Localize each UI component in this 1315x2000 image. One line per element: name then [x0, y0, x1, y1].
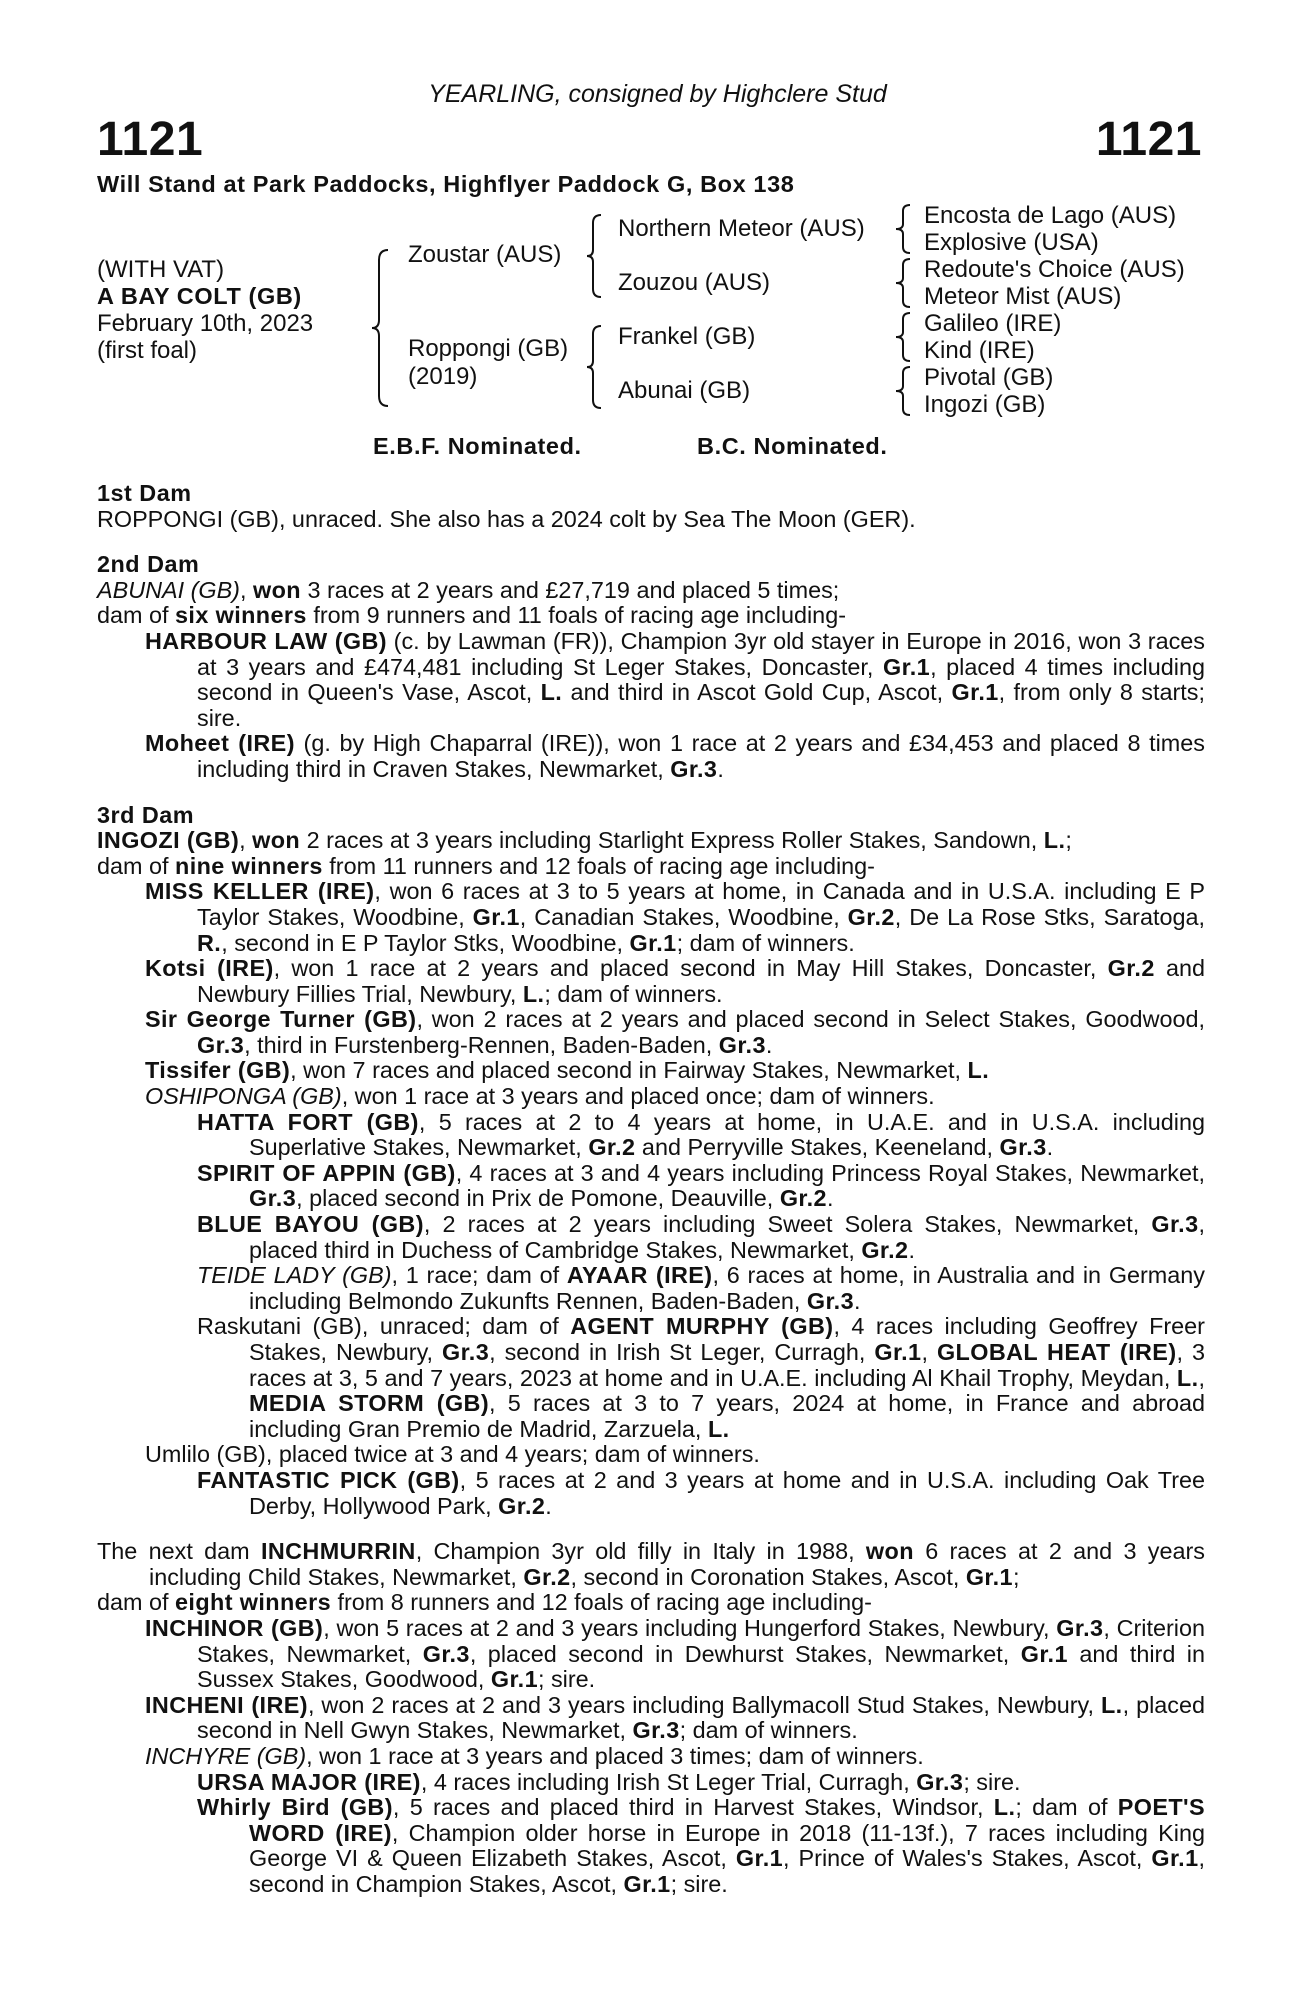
produce-miss-keller: MISS KELLER (IRE), won 6 races at 3 to 5 years at home, in Canada and in U.S.A. including E P Taylor Stakes, Woodbine, Gr.1, Canadian Stakes, Woodbine, Gr.2, De La Rose Stks, Saratoga, R., second in E P Taylor Stks, Woodbine, Gr.1; dam of winners.	[145, 878, 1206, 956]
ebf-nomination: E.B.F. Nominated.	[373, 433, 582, 459]
bc-nomination: B.C. Nominated.	[697, 433, 888, 459]
pedigree-g3-3: Redoute's Choice (AUS)	[924, 256, 1185, 283]
pedigree-g3-1: Encosta de Lago (AUS)	[924, 202, 1177, 229]
pedigree-brace-dam	[585, 324, 607, 410]
pedigree-g3-4: Meteor Mist (AUS)	[924, 283, 1122, 310]
second-dam-intro: ABUNAI (GB), won 3 races at 2 years and £27,719 and placed 5 times;	[97, 576, 840, 603]
first-dam-text: ROPPONGI (GB), unraced. She also has a 2024 colt by Sea The Moon (GER).	[97, 505, 916, 532]
produce-record	[97, 481, 1205, 1897]
pedigree-dam-dam: Abunai (GB)	[618, 377, 751, 404]
pedigree-brace-g2	[894, 257, 916, 309]
pedigree-sire-sire: Northern Meteor (AUS)	[618, 215, 865, 242]
stand-location: Will Stand at Park Paddocks, Highflyer Paddock G, Box 138	[97, 171, 795, 197]
pedigree-dam-sire: Frankel (GB)	[618, 323, 756, 350]
next-dam-intro: The next dam INCHMURRIN, Champion 3yr old filly in Italy in 1988, won 6 races at 2 and 3 years including Child Stakes, Newmarket, Gr.2, second in Coronation Stakes, Ascot, Gr.1;	[97, 1538, 1205, 1590]
foal-note: (first foal)	[97, 337, 198, 364]
produce-whirly-bird: Whirly Bird (GB), 5 races and placed third in Harvest Stakes, Windsor, L.; dam of POET'S WORD (IRE), Champion older horse in Europe in 2018 (11-13f.), 7 races including King George VI & Queen Elizabeth Stakes, Ascot, Gr.1, Prince of Wales's Stakes, Ascot, Gr.1, second in Champion Stakes, Ascot, Gr.1; sire.	[197, 1794, 1205, 1897]
third-dam-produce: dam of nine winners from 11 runners and 12 foals of racing age including-	[97, 852, 875, 879]
produce-umlilo: Umlilo (GB), placed twice at 3 and 4 years; dam of winners.	[145, 1441, 760, 1468]
pedigree-g3-6: Kind (IRE)	[924, 337, 1035, 364]
produce-teide-lady: TEIDE LADY (GB), 1 race; dam of AYAAR (IRE), 6 races at home, in Australia and in Germany including Belmondo Zukunfts Rennen, Baden-Baden, Gr.3.	[197, 1262, 1206, 1314]
first-dam-heading: 1st Dam	[97, 480, 192, 506]
second-dam-heading: 2nd Dam	[97, 551, 200, 578]
produce-hatta-fort: HATTA FORT (GB), 5 races at 2 to 4 years at home, in U.A.E. and in U.S.A. including Superlative Stakes, Newmarket, Gr.2 and Perryville Stakes, Keeneland, Gr.3.	[197, 1108, 1205, 1161]
pedigree-dam-year: (2019)	[408, 363, 478, 390]
foaling-date: February 10th, 2023	[97, 310, 314, 337]
horse-name: A BAY COLT (GB)	[97, 283, 302, 309]
produce-incheni: INCHENI (IRE), won 2 races at 2 and 3 years including Ballymacoll Stud Stakes, Newbury, L., placed second in Nell Gwyn Stakes, Newmarket, Gr.3; dam of winners.	[145, 1691, 1205, 1744]
third-dam-intro: INGOZI (GB), won 2 races at 3 years including Starlight Express Roller Stakes, Sandown, L.;	[97, 827, 1072, 854]
pedigree-g3-7: Pivotal (GB)	[924, 364, 1054, 391]
produce-sir-george-turner: Sir George Turner (GB), won 2 races at 2 years and placed second in Select Stakes, Goodwood, Gr.3, third in Furstenberg-Rennen, Baden-Baden, Gr.3.	[145, 1006, 1205, 1058]
pedigree-brace-g1	[894, 203, 916, 255]
produce-inchinor: INCHINOR (GB), won 5 races at 2 and 3 years including Hungerford Stakes, Newbury, Gr.3, Criterion Stakes, Newmarket, Gr.3, placed second in Dewhurst Stakes, Newmarket, Gr.1 and third in Sussex Stakes, Goodwood, Gr.1; sire.	[145, 1614, 1206, 1693]
pedigree-dam: Roppongi (GB)	[408, 335, 569, 362]
pedigree-brace-sire	[585, 213, 607, 299]
produce-blue-bayou: BLUE BAYOU (GB), 2 races at 2 years including Sweet Solera Stakes, Newmarket, Gr.3, placed third in Duchess of Cambridge Stakes, Newmarket, Gr.2.	[197, 1211, 1205, 1263]
third-dam-heading: 3rd Dam	[97, 801, 195, 828]
pedigree-brace-g3	[894, 311, 916, 363]
produce-ursa-major: URSA MAJOR (IRE), 4 races including Irish St Leger Trial, Curragh, Gr.3; sire.	[197, 1768, 1021, 1795]
next-dam-produce: dam of eight winners from 8 runners and 12 foals of racing age including-	[97, 1589, 872, 1616]
pedigree-g3-2: Explosive (USA)	[924, 229, 1099, 256]
pedigree-sire: Zoustar (AUS)	[408, 241, 562, 268]
consignor-subtitle: YEARLING, consigned by Highclere Stud	[428, 80, 887, 108]
pedigree-sire-dam: Zouzou (AUS)	[618, 269, 771, 296]
produce-kotsi: Kotsi (IRE), won 1 race at 2 years and placed second in May Hill Stakes, Doncaster, Gr.2 and Newbury Fillies Trial, Newbury, L.; dam of winners.	[145, 955, 1205, 1007]
produce-spirit-of-appin: SPIRIT OF APPIN (GB), 4 races at 3 and 4 years including Princess Royal Stakes, Newmarket, Gr.3, placed second in Prix de Pomone, Deauville, Gr.2.	[197, 1159, 1205, 1212]
pedigree-brace-main	[370, 248, 396, 408]
produce-inchyre: INCHYRE (GB), won 1 race at 3 years and placed 3 times; dam of winners.	[145, 1742, 924, 1769]
vat-note: (WITH VAT)	[97, 256, 225, 283]
produce-moheet: Moheet (IRE) (g. by High Chaparral (IRE)), won 1 race at 2 years and £34,453 and placed 8 times including third in Craven Stakes, Newmarket, Gr.3.	[145, 730, 1205, 782]
produce-raskutani: Raskutani (GB), unraced; dam of AGENT MURPHY (GB), 4 races including Geoffrey Freer Stakes, Newbury, Gr.3, second in Irish St Leger, Curragh, Gr.1, GLOBAL HEAT (IRE), 3 races at 3, 5 and 7 years, 2023 at home and in U.A.E. including Al Khail Trophy, Meydan, L., MEDIA STORM (GB), 5 races at 3 to 7 years, 2024 at home, in France and abroad including Gran Premio de Madrid, Zarzuela, L.	[197, 1313, 1205, 1442]
second-dam-produce: dam of six winners from 9 runners and 11 foals of racing age including-	[97, 602, 846, 629]
produce-harbour-law: HARBOUR LAW (GB) (c. by Lawman (FR)), Champion 3yr old stayer in Europe in 2016, won 3 races at 3 years and £474,481 including St Leger Stakes, Doncaster, Gr.1, placed 4 times including second in Queen's Vase, Ascot, L. and third in Ascot Gold Cup, Ascot, Gr.1, from only 8 starts; sire.	[145, 627, 1205, 731]
produce-fantastic-pick: FANTASTIC PICK (GB), 5 races at 2 and 3 years at home and in U.S.A. including Oak Tree Derby, Hollywood Park, Gr.2.	[197, 1466, 1206, 1519]
pedigree-g3-5: Galileo (IRE)	[924, 310, 1062, 337]
lot-number-left: 1121	[97, 113, 204, 166]
lot-number-right: 1121	[1095, 113, 1202, 166]
pedigree-brace-g4	[894, 365, 916, 417]
pedigree-g3-8: Ingozi (GB)	[924, 391, 1046, 418]
produce-tissifer: Tissifer (GB), won 7 races and placed second in Fairway Stakes, Newmarket, L.	[145, 1057, 990, 1084]
produce-oshiponga: OSHIPONGA (GB), won 1 race at 3 years and placed once; dam of winners.	[145, 1083, 935, 1110]
